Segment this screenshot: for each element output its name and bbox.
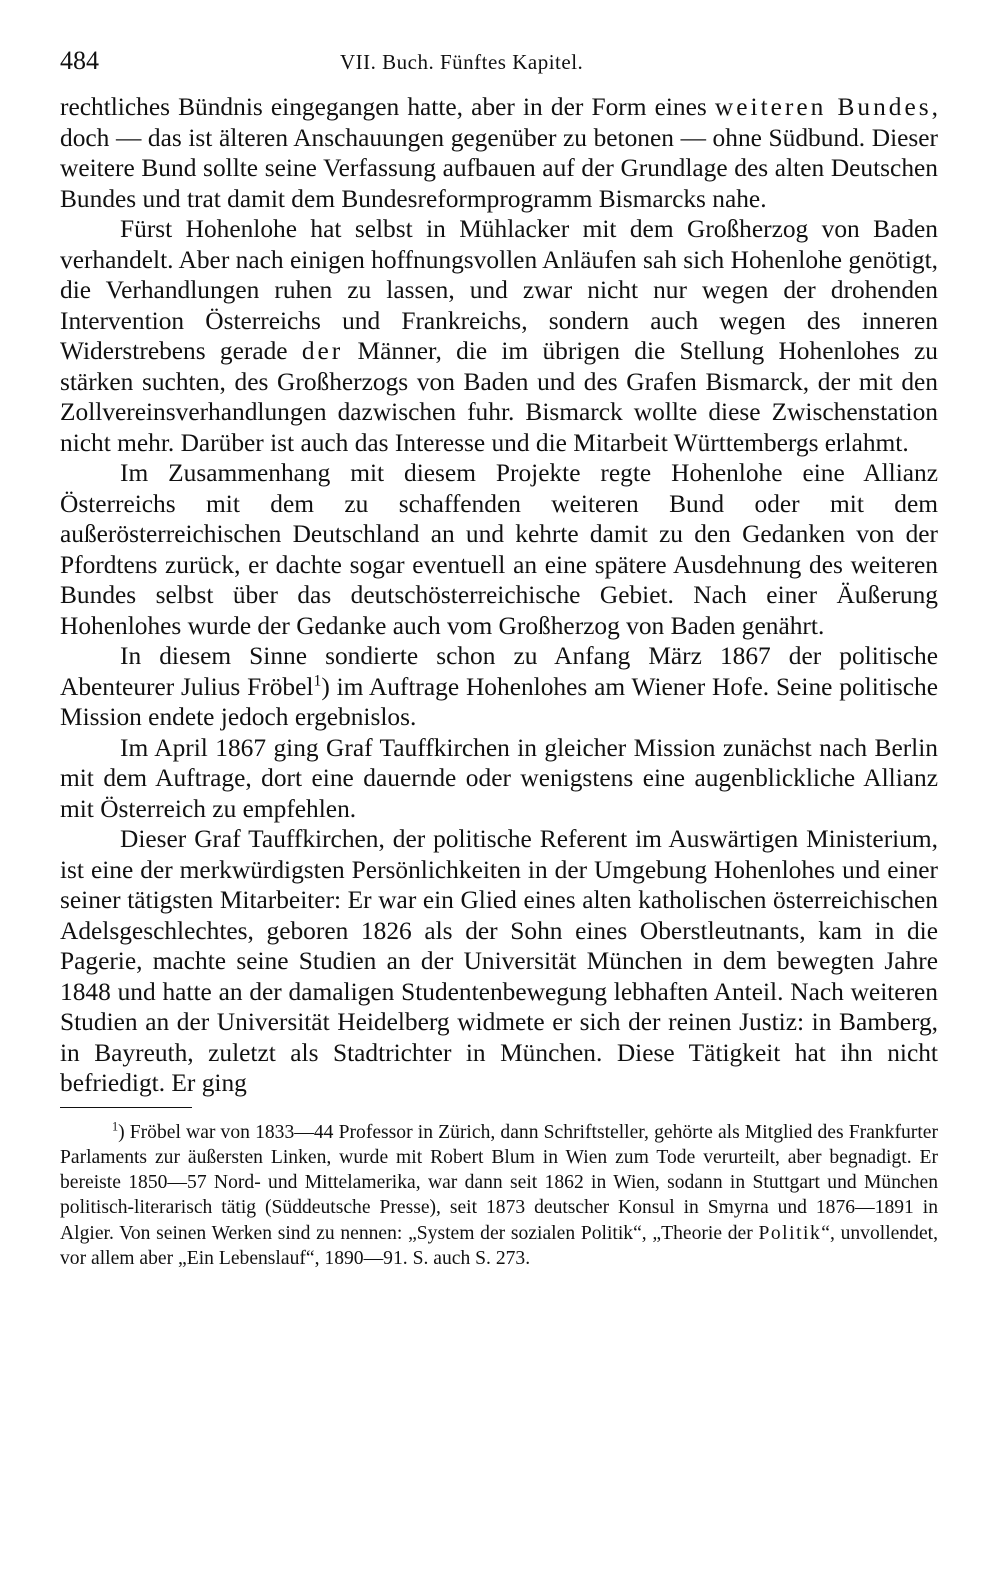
paragraph-2-emphasis: der: [301, 337, 344, 365]
page-header: [60, 40, 938, 92]
paragraph-4: [60, 641, 938, 733]
paragraph-2-text-a: Fürst Hohenlohe hat selbst in Mühlacker mit dem Großherzog von Baden verhandelt. Aber nach einigen hoffnungsvollen Anläufen sah sich Hohenlohe genötigt, die Verhandlungen ruhen zu lassen, und zwar nicht nur wegen der drohenden Intervention Österreichs und Frankreichs, sondern auch wegen des inneren Widerstrebens gerade: [60, 215, 938, 365]
footnote-marker: 1: [112, 1118, 119, 1133]
footnote-emphasis: Politik: [758, 1222, 822, 1244]
paragraph-1-text-b: , doch — das ist älteren Anschauungen gegenüber zu betonen — ohne Südbund. Dieser weitere Bund sollte seine Verfassung aufbauen auf der Grundlage des alten Deutschen Bundes und trat damit dem Bundesreformprogramm Bismarcks nahe.: [60, 93, 938, 213]
footnote-reference[interactable]: 1: [313, 672, 322, 690]
footnote-1: [60, 1120, 938, 1272]
footnote-text-b: “, unvollendet, vor allem aber „Ein Lebenslauf“, 1890—91. S. auch S. 273.: [60, 1222, 938, 1269]
page-number: 484: [60, 46, 99, 75]
running-head: VII. Buch. Fünftes Kapitel.: [340, 50, 584, 74]
footnote-divider: [60, 1107, 192, 1108]
footnote: [60, 1120, 938, 1272]
paragraph-5: Im April 1867 ging Graf Tauffkirchen in gleicher Mission zunächst nach Berlin mit dem Auftrage, dort eine dauernde oder wenigstens eine augenblickliche Allianz mit Österreich zu empfehlen.: [60, 733, 938, 823]
paragraph-6: Dieser Graf Tauffkirchen, der politische Referent im Auswärtigen Ministerium, ist eine der merkwürdigsten Persönlichkeiten in der Umgebung Hohenlohes und einer seiner tätigsten Mitarbeiter: Er war ein Glied eines alten katholischen österreichischen Adelsgeschlechtes, geboren 1826 als der Sohn eines Oberstleutnants, kam in die Pagerie, machte seine Studien an der Universität München in dem bewegten Jahre 1848 und hatte an der damaligen Studentenbewegung lebhaften Anteil. Nach weiteren Studien an der Universität Heidelberg widmete er sich der reinen Justiz: in Bamberg, in Bayreuth, zuletzt als Stadtrichter in München. Diese Tätigkeit hat ihn nicht befriedigt. Er ging: [60, 825, 938, 1097]
paragraph-4-text-b: ) im Auftrage Hohenlohes am Wiener Hofe. Seine politische Mission endete jedoch ergebnislos.: [60, 672, 938, 731]
paragraph-1-emphasis: weiteren Bundes: [714, 93, 932, 121]
body-text: [60, 92, 938, 1099]
footnote-text-a: ) Fröbel war von 1833—44 Professor in Zürich, dann Schriftsteller, gehörte als Mitglied des Frankfurter Parlaments zur äußersten Linken, wurde mit Robert Blum in Wien zum Tode verurteilt, aber begnadigt. Er bereiste 1850—57 Nord- und Mittelamerika, war dann seit 1862 in Wien, sodann in Stuttgart und München politisch-literarisch tätig (Süddeutsche Presse), seit 1873 deutscher Konsul in Smyrna und 1876—1891 in Algier. Von seinen Werken sind zu nennen: „System der sozialen Politik“, „Theorie der: [60, 1121, 938, 1244]
paragraph-1: [60, 92, 938, 214]
paragraph-2: [60, 214, 938, 458]
paragraph-2-text-b: Männer, die im übrigen die Stellung Hohenlohes zu stärken suchten, des Großherzogs von Baden und des Grafen Bismarck, der mit den Zollvereinsverhandlungen dazwischen fuhr. Bismarck wollte diese Zwischenstation nicht mehr. Darüber ist auch das Interesse und die Mitarbeit Württembergs erlahmt.: [60, 337, 938, 457]
paragraph-1-text-a: rechtliches Bündnis eingegangen hatte, aber in der Form eines: [60, 93, 715, 121]
paragraph-4-text-a: In diesem Sinne sondierte schon zu Anfang März 1867 der politische Abenteurer Julius Fröbel: [60, 642, 938, 701]
paragraph-3: Im Zusammenhang mit diesem Projekte regte Hohenlohe eine Allianz Österreichs mit dem zu schaffenden weiteren Bund oder mit dem außerösterreichischen Deutschland an und kehrte damit zu den Gedanken von der Pfordtens zurück, er dachte sogar eventuell an eine spätere Ausdehnung des weiteren Bundes selbst über das deutschösterreichische Gebiet. Nach einer Äußerung Hohenlohes wurde der Gedanke auch vom Großherzog von Baden genährt.: [60, 459, 938, 640]
